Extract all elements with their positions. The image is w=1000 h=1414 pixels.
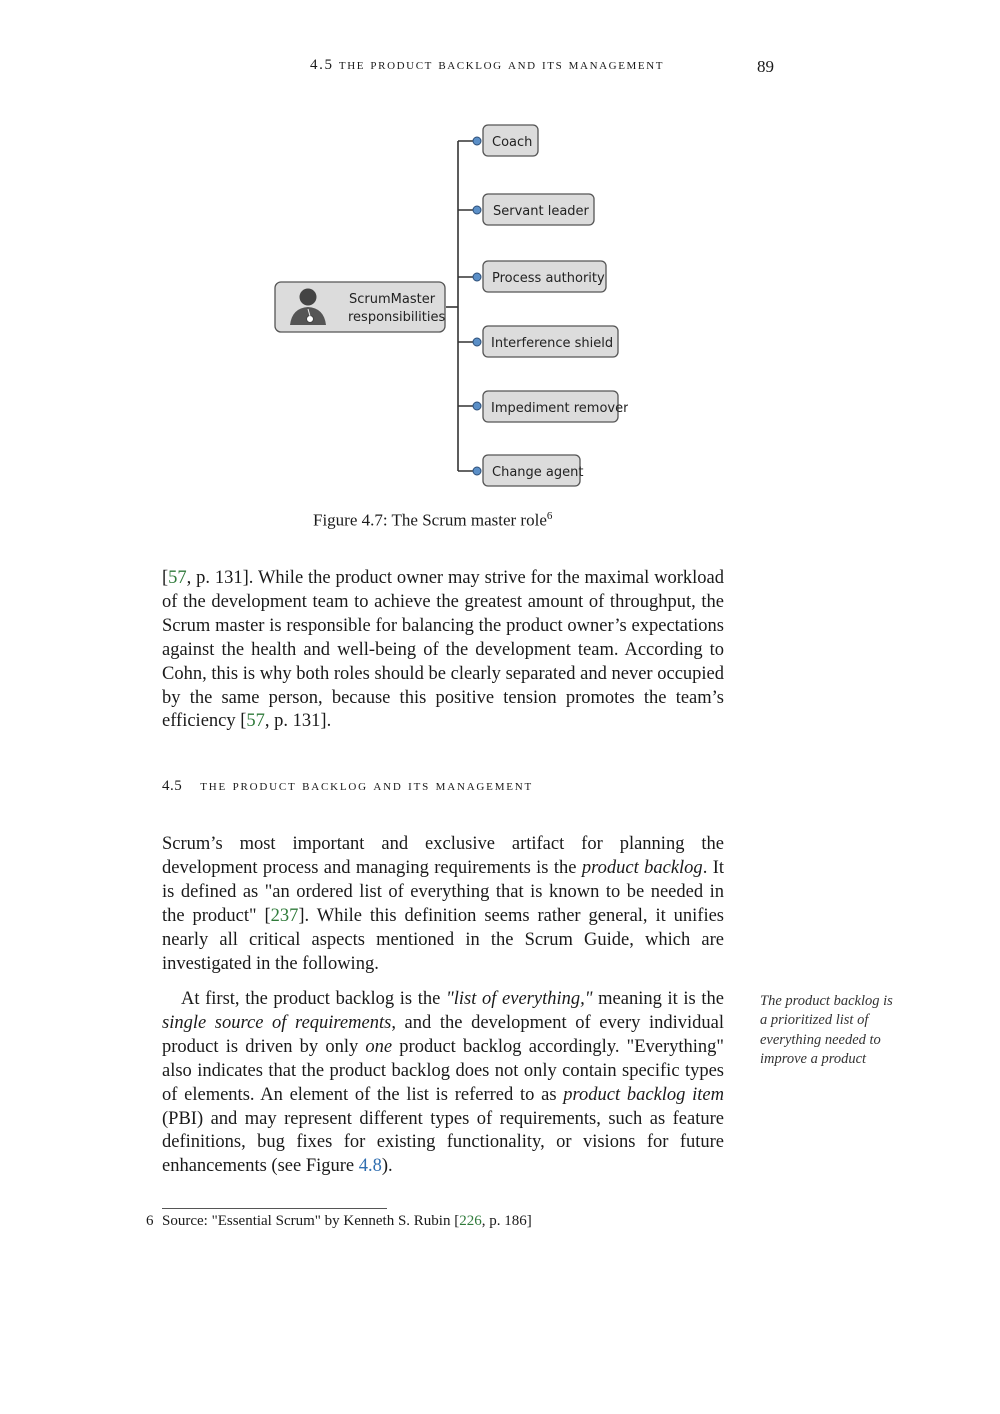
footnote: 6 Source: "Essential Scrum" by Kenneth S. Rubin [226, p. 186] [146, 1213, 532, 1229]
svg-text:Change agent: Change agent [492, 465, 584, 480]
citation-57[interactable]: 57 [246, 711, 265, 732]
scrum-master-role-diagram [268, 115, 628, 495]
role-node-interference-shield [483, 326, 618, 357]
citation-237[interactable]: 237 [270, 905, 299, 926]
page-number: 89 [757, 57, 774, 76]
citation-57[interactable]: 57 [168, 568, 187, 588]
role-node-impediment-remover [483, 391, 628, 422]
figure-caption [313, 510, 552, 531]
role-node-coach [483, 125, 538, 156]
margin-note: The product backlog is a prioritized list of everything needed to improve a product [760, 993, 893, 1068]
svg-text:Interference shield: Interference shield [491, 336, 614, 351]
section-title: the product backlog and its management [200, 778, 534, 794]
role-node-change-agent [483, 455, 583, 486]
svg-text:Servant leader: Servant leader [493, 204, 589, 219]
role-node-process-authority [483, 261, 606, 292]
connector-dots [473, 137, 481, 475]
svg-text:Impediment remover: Impediment remover [491, 401, 628, 416]
svg-text:Process authority: Process authority [492, 271, 605, 286]
running-header: 4.5 the product backlog and its management [310, 57, 665, 73]
footnote-number: 6 [146, 1213, 154, 1229]
caption-footnote-mark: 6 [546, 510, 553, 522]
section-heading [162, 778, 533, 795]
figure-reference-4-8[interactable]: 4.8 [358, 1156, 382, 1177]
citation-226[interactable]: 226 [459, 1213, 482, 1229]
section-number: 4.5 [162, 778, 183, 794]
role-node-servant-leader [483, 194, 594, 225]
branch-lines [458, 141, 477, 471]
paragraph-product-backlog-definition: Scrum’s most important and exclusive artifact for planning the development process and managing requirements is the product backlog. It is defined as "an ordered list of everything that is known to be needed in the product" [237]. While this definition seems rather general, it unifies nearly all critical aspects mentioned in the Scrum Guide, which are investigated in the following. [162, 834, 724, 974]
caption-text: Figure 4.7: The Scrum master role [313, 510, 547, 530]
svg-text:Coach: Coach [492, 135, 533, 150]
footnote-rule [162, 1208, 387, 1209]
paragraph-list-of-everything: At first, the product backlog is the "list of everything," meaning it is the single source of requirements, and the development of every individual product is driven by only one product backlog accordingly. "Everything" also indicates that the product backlog does not only contain specific types of elements. An element of the list is referred to as product backlog item (PBI) and may represent different types of requirements, such as feature definitions, bug fixes for existing functionality, or visions for future enhancements (see Figure 4.8). [162, 989, 725, 1177]
paragraph-scrum-master-balance: [57, p. 131]. While the product owner may strive for the maximal workload of the development team to achieve the greatest amount of throughput, the Scrum master is responsible for balancing the product owner’s expectations against the health and well-being of the development team. According to Cohn, this is why both roles should be clearly separated and never occupied by the same person, because this positive tension promotes the team’s efficiency [57, p. 131]. [162, 568, 724, 732]
center-label-line2: responsibilities [348, 310, 446, 325]
center-label-line1: ScrumMaster [349, 292, 436, 307]
